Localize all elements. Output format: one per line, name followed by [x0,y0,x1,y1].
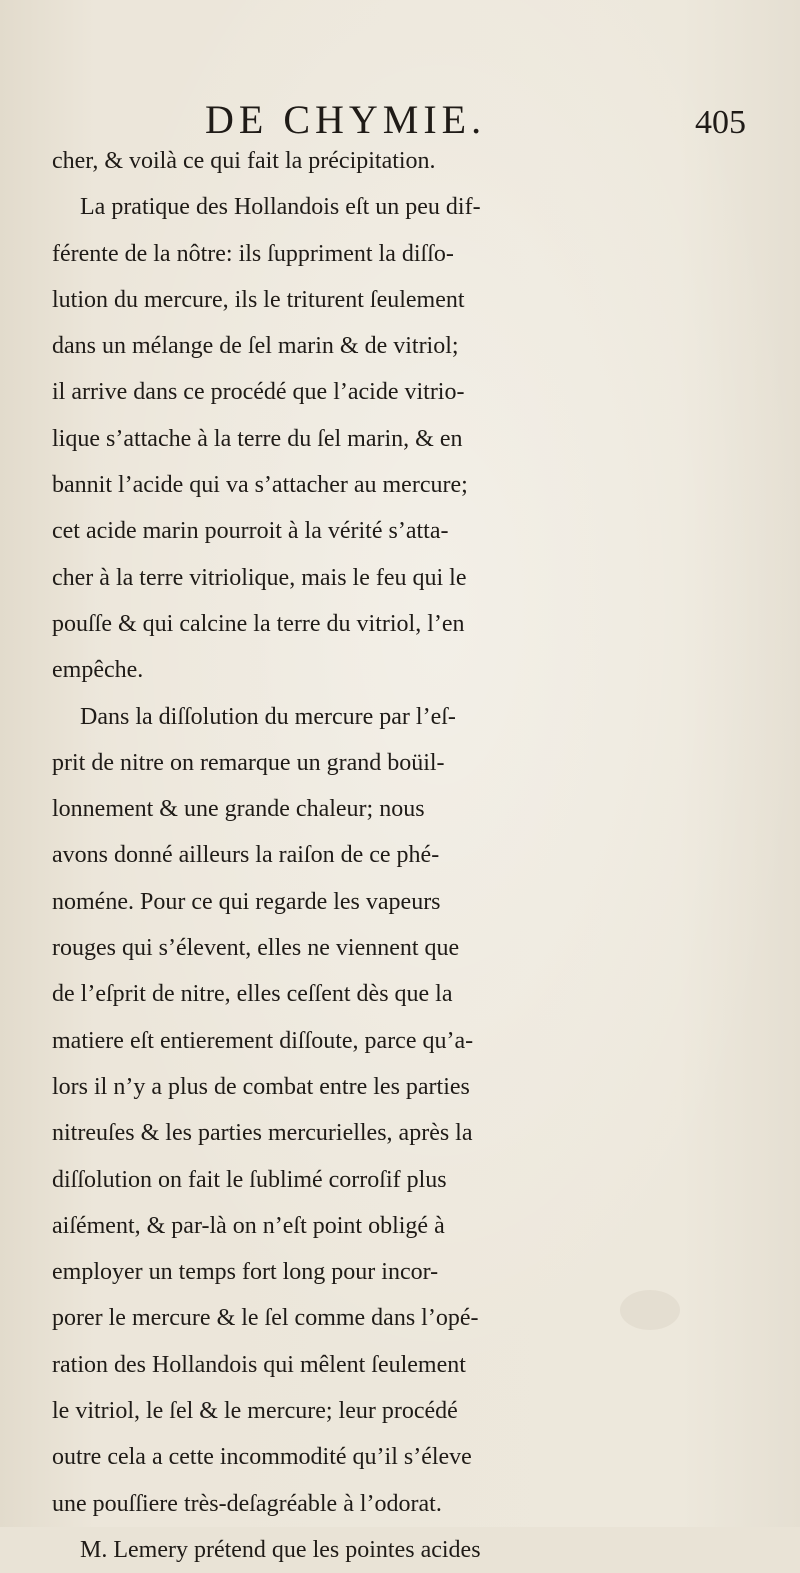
text-line: employer un temps fort long pour incor- [52,1259,439,1286]
text-line: M. Lemery prétend que les pointes acides [80,1536,481,1563]
text-line: empêche. [52,657,144,684]
text-line: de l’eſprit de nitre, elles ceſſent dès que la [52,981,453,1008]
text-line: une pouſſiere très-deſagréable à l’odorat. [52,1490,442,1517]
text-line: avons donné ailleurs la raiſon de ce phé- [52,842,440,869]
text-line: le vitriol, le ſel & le mercure; leur procédé [52,1398,458,1425]
text-line: dans un mélange de ſel marin & de vitriol; [52,333,459,360]
text-line: cher, & voilà ce qui fait la précipitation. [52,148,436,174]
text-line: noméne. Pour ce qui regarde les vapeurs [52,888,441,915]
text-line: outre cela a cette incommodité qu’il s’éleve [52,1444,472,1471]
text-line: prit de nitre on remarque un grand boüil- [52,749,445,776]
text-line: férente de la nôtre: ils ſuppriment la diſſo- [52,240,454,267]
running-head-title: DE CHYMIE. [205,97,487,142]
text-line: cet acide marin pourroit à la vérité s’atta- [52,518,449,545]
body-text [52,138,792,1573]
text-line: pouſſe & qui calcine la terre du vitriol, l’en [52,610,465,637]
text-line: La pratique des Hollandois eſt un peu dif- [80,194,481,221]
text-line: lors il n’y a plus de combat entre les parties [52,1073,470,1100]
text-line: Dans la diſſolution du mercure par l’eſ- [80,703,456,730]
text-line: lution du mercure, ils le triturent ſeulement [52,286,465,313]
text-line: lonnement & une grande chaleur; nous [52,796,425,823]
text-line: rouges qui s’élevent, elles ne viennent que [52,935,460,962]
page-number: 405 [695,104,746,141]
text-line: cher à la terre vitriolique, mais le feu qui le [52,564,467,591]
text-line: nitreuſes & les parties mercurielles, après la [52,1120,473,1147]
text-line: diſſolution on fait le ſublimé corroſif plus [52,1166,447,1193]
text-line: porer le mercure & le ſel comme dans l’opé- [52,1305,479,1332]
text-line: ration des Hollandois qui mêlent ſeulement [52,1351,466,1378]
text-line: matiere eſt entierement diſſoute, parce qu’a- [52,1027,474,1054]
text-line: il arrive dans ce procédé que l’acide vitrio- [52,379,465,406]
text-line: aiſément, & par-là on n’eſt point obligé à [52,1212,445,1239]
text-line: lique s’attache à la terre du ſel marin, & en [52,425,463,452]
running-head [0,97,800,142]
text-line: bannit l’acide qui va s’attacher au mercure; [52,472,468,499]
